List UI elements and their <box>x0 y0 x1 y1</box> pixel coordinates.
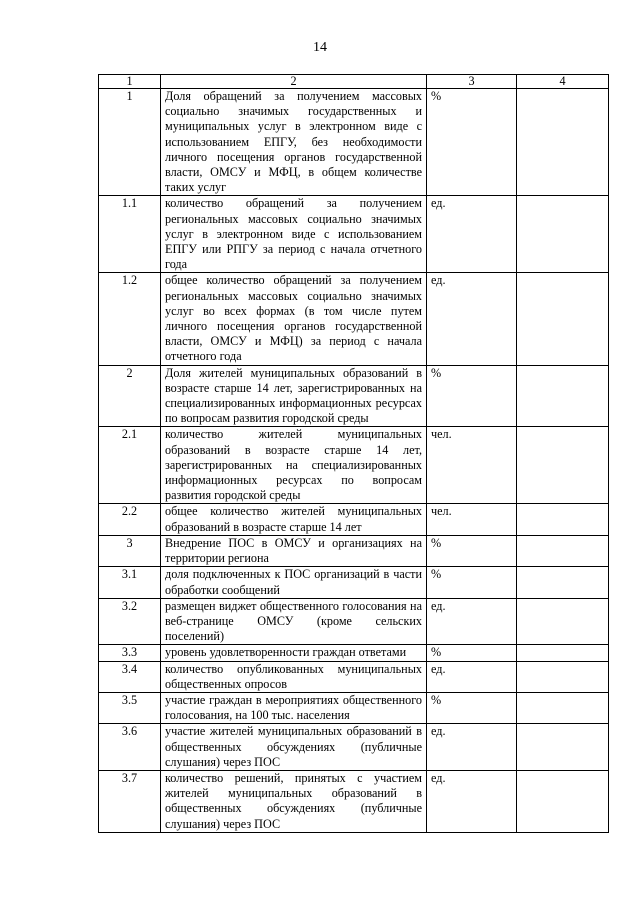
indicator-description: количество опубликованных муниципальных общественных опросов <box>161 661 427 692</box>
unit-of-measure: ед. <box>427 598 517 645</box>
column-header: 1 <box>99 75 161 89</box>
indicator-value <box>517 89 609 196</box>
indicator-description: Доля обращений за получением массовых социально значимых государственных и муниципальных услуг в электронном виде с использованием ЕПГУ, без необходимости личного посещения органов государственной власти, ОМСУ и МФЦ, в общем количестве таких услуг <box>161 89 427 196</box>
unit-of-measure: ед. <box>427 770 517 832</box>
row-number: 2 <box>99 365 161 427</box>
unit-of-measure: % <box>427 365 517 427</box>
row-number: 1 <box>99 89 161 196</box>
indicator-description: участие граждан в мероприятиях общественного голосования, на 100 тыс. населения <box>161 692 427 723</box>
column-header: 3 <box>427 75 517 89</box>
indicator-description: общее количество жителей муниципальных образований в возрасте старше 14 лет <box>161 504 427 535</box>
unit-of-measure: % <box>427 645 517 661</box>
row-number: 1.1 <box>99 196 161 273</box>
indicator-value <box>517 567 609 598</box>
indicator-description: участие жителей муниципальных образований в общественных обсуждениях (публичные слушания) через ПОС <box>161 724 427 771</box>
unit-of-measure: чел. <box>427 504 517 535</box>
table-row <box>99 365 609 427</box>
unit-of-measure: ед. <box>427 661 517 692</box>
indicator-description: размещен виджет общественного голосования на веб-странице ОМСУ (кроме сельских поселений) <box>161 598 427 645</box>
table-row <box>99 692 609 723</box>
indicator-description: количество решений, принятых с участием жителей муниципальных образований в общественных обсуждениях (публичные слушания) через ПОС <box>161 770 427 832</box>
table-row <box>99 724 609 771</box>
row-number: 3.2 <box>99 598 161 645</box>
indicator-value <box>517 770 609 832</box>
indicator-description: доля подключенных к ПОС организаций в части обработки сообщений <box>161 567 427 598</box>
table-row <box>99 504 609 535</box>
indicator-value <box>517 661 609 692</box>
indicator-description: уровень удовлетворенности граждан ответами <box>161 645 427 661</box>
unit-of-measure: ед. <box>427 273 517 365</box>
column-header: 2 <box>161 75 427 89</box>
unit-of-measure: ед. <box>427 196 517 273</box>
row-number: 3.7 <box>99 770 161 832</box>
unit-of-measure: % <box>427 89 517 196</box>
indicator-description: Доля жителей муниципальных образований в возрасте старше 14 лет, зарегистрированных на специализированных информационных ресурсах по вопросам развития городской среды <box>161 365 427 427</box>
unit-of-measure: чел. <box>427 427 517 504</box>
unit-of-measure: ед. <box>427 724 517 771</box>
table-row <box>99 427 609 504</box>
row-number: 3.5 <box>99 692 161 723</box>
indicator-value <box>517 273 609 365</box>
table-row <box>99 567 609 598</box>
unit-of-measure: % <box>427 535 517 566</box>
row-number: 3.4 <box>99 661 161 692</box>
indicator-value <box>517 692 609 723</box>
table-row <box>99 196 609 273</box>
row-number: 3.3 <box>99 645 161 661</box>
unit-of-measure: % <box>427 567 517 598</box>
row-number: 3.1 <box>99 567 161 598</box>
table-row <box>99 535 609 566</box>
row-number: 3.6 <box>99 724 161 771</box>
table-row <box>99 89 609 196</box>
unit-of-measure: % <box>427 692 517 723</box>
indicator-value <box>517 645 609 661</box>
indicator-description: количество жителей муниципальных образований в возрасте старше 14 лет, зарегистрированных на специализированных информационных ресурсах по вопросам развития городской среды <box>161 427 427 504</box>
indicator-value <box>517 196 609 273</box>
table-row <box>99 273 609 365</box>
row-number: 1.2 <box>99 273 161 365</box>
table-row <box>99 770 609 832</box>
indicator-value <box>517 724 609 771</box>
indicator-value <box>517 365 609 427</box>
indicators-table <box>98 74 609 833</box>
row-number: 2.1 <box>99 427 161 504</box>
table-header-row <box>99 75 609 89</box>
indicator-description: общее количество обращений за получением региональных массовых социально значимых услуг во всех формах (в том числе путем личного посещения органов государственной власти, ОМСУ и МФЦ) за период с начала отчетного года <box>161 273 427 365</box>
row-number: 2.2 <box>99 504 161 535</box>
indicator-description: количество обращений за получением региональных массовых социально значимых услуг в электронном виде с использованием ЕПГУ или РПГУ за период с начала отчетного года <box>161 196 427 273</box>
table-row <box>99 598 609 645</box>
indicator-description: Внедрение ПОС в ОМСУ и организациях на территории региона <box>161 535 427 566</box>
indicator-value <box>517 504 609 535</box>
table-row <box>99 645 609 661</box>
column-header: 4 <box>517 75 609 89</box>
table-row <box>99 661 609 692</box>
indicator-value <box>517 535 609 566</box>
indicator-value <box>517 598 609 645</box>
row-number: 3 <box>99 535 161 566</box>
indicator-value <box>517 427 609 504</box>
page-number: 14 <box>313 40 327 55</box>
